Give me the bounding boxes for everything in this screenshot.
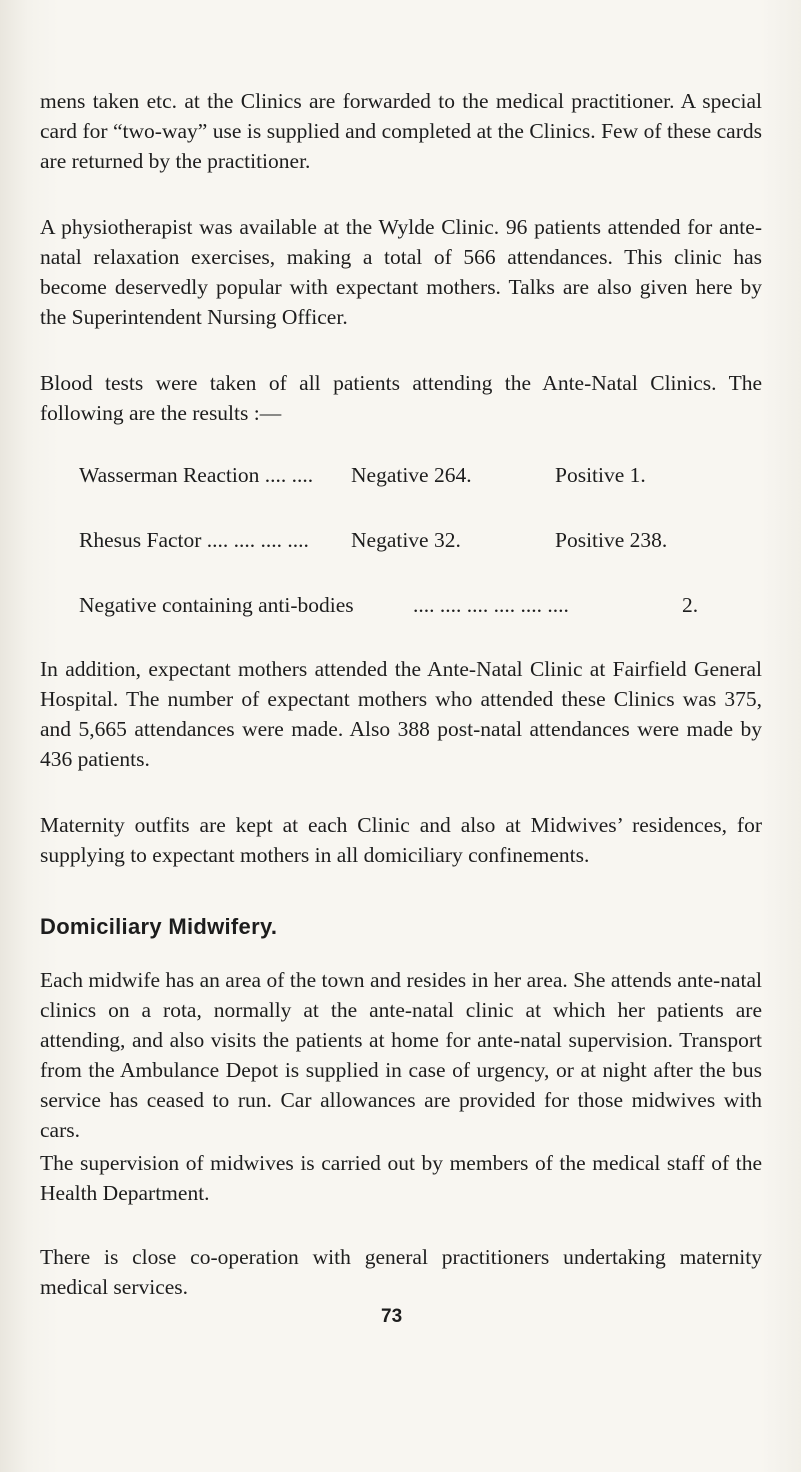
result-label: Wasserman Reaction .... ....: [79, 463, 314, 487]
paragraph-maternity-outfits: Maternity outfits are kept at each Clinic and also at Midwives’ residences, for supplying to expectant mothers in all domiciliary confinements.: [40, 813, 762, 867]
paragraph-referral-cards: mens taken etc. at the Clinics are forwarded to the medical practitioner. A special card for “two-way” use is supplied and completed at the Clinics. Few of these cards are returned by the practitioner.: [40, 89, 762, 173]
result-negative: Negative 264.: [351, 463, 472, 487]
paragraph-midwife-area: Each midwife has an area of the town and resides in her area. She attends ante-natal clinics on a rota, normally at the ante-natal clinic at which her patients are attending, and also visits the patients at home for ante-natal supervision. Transport from the Ambulance Depot is supplied in case of urgency, or at night after the bus service has ceased to run. Car allowances are provided for those midwives with cars.: [40, 968, 762, 1142]
result-negative: Negative 32.: [351, 528, 461, 552]
result-label: Rhesus Factor .... .... .... ....: [79, 528, 309, 552]
paragraph-blood-tests: Blood tests were taken of all patients attending the Ante-Natal Clinics. The following are the results :—: [40, 371, 762, 425]
result-value: 2.: [682, 593, 699, 617]
paragraph-fairfield: In addition, expectant mothers attended the Ante-Natal Clinic at Fairfield General Hospital. The number of expectant mothers who attended these Clinics was 375, and 5,665 attendances were made. Also 388 post-natal attendances were made by 436 patients.: [40, 657, 762, 771]
paragraph-co-operation: There is close co-operation with general practitioners undertaking maternity medical services.: [40, 1245, 762, 1299]
paragraph-supervision: The supervision of midwives is carried out by members of the medical staff of the Health Department.: [40, 1151, 762, 1205]
result-dots: .... .... .... .... .... ....: [413, 593, 569, 617]
paragraph-physiotherapist: A physiotherapist was available at the Wylde Clinic. 96 patients attended for ante-natal relaxation exercises, making a total of 566 attendances. This clinic has become deservedly popular with expectant mothers. Talks are also given here by the Superintendent Nursing Officer.: [40, 215, 762, 329]
section-heading: Domiciliary Midwifery.: [40, 914, 278, 939]
page-number: 73: [381, 1306, 403, 1327]
result-label: Negative containing anti-bodies: [79, 593, 354, 617]
result-positive: Positive 1.: [555, 463, 646, 487]
result-positive: Positive 238.: [555, 528, 668, 552]
